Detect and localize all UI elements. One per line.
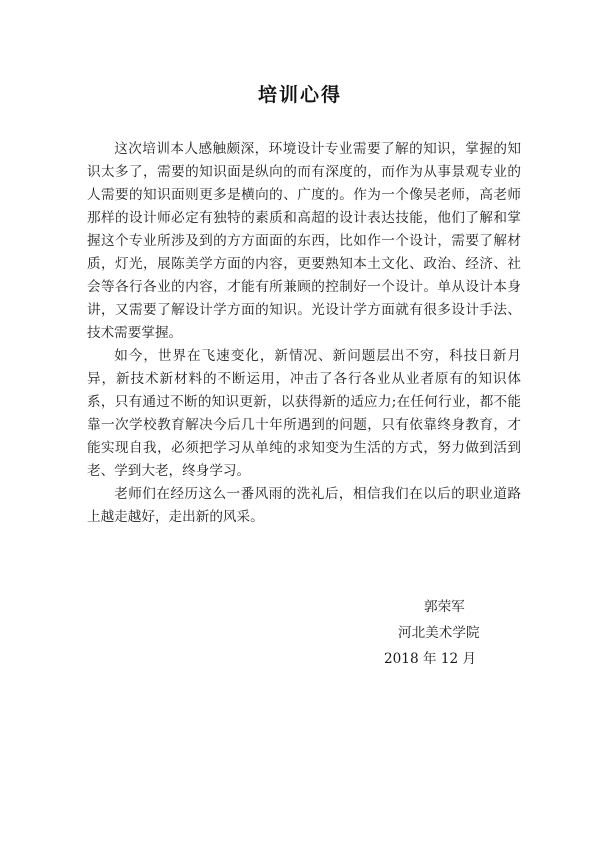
paragraph-2: 如今，世界在飞速变化，新情况、新问题层出不穷，科技日新月异，新技术新材料的不断运用，冲击了各行各业从业者原有的知识体系，只有通过不断的知识更新，以获得新的适应力;在任何行业，都不能靠一次学校教育解决今后几十年所遇到的问题，只有依靠终身教育，才能实现自我，必须把学习从单纯的求知变为生活的方式，努力做到活到老、学到大老，终身学习。 xyxy=(87,348,521,479)
paragraph-1: 这次培训本人感触颇深，环境设计专业需要了解的知识，掌握的知识太多了，需要的知识面是纵向的而有深度的，而作为从事景观专业的人需要的知识面则更多是横向的、广度的。作为一个像吴老师，高老师那样的设计师必定有独特的素质和高超的设计表达技能，他们了解和掌握这个专业所涉及到的方方面面的东西，比如作一个设计，需要了解材质，灯光，展陈美学方面的内容，更要熟知本土文化、政治、经济、社会等各行各业的内容，才能有所兼顾的控制好一个设计。单从设计本身讲，又需要了解设计学方面的知识。光设计学方面就有很多设计手法、技术需要掌握。 xyxy=(87,141,521,341)
paragraph-3: 老师们在经历这么一番风雨的洗礼后，相信我们在以后的职业道路上越走越好，走出新的风采。 xyxy=(87,486,521,525)
document-date: 2018 年 12 月 xyxy=(384,651,477,667)
document-title: 培训心得 xyxy=(257,84,342,106)
author-name: 郭荣军 xyxy=(424,599,465,615)
author-organization: 河北美术学院 xyxy=(398,625,480,641)
signature-block xyxy=(362,594,512,672)
document-body xyxy=(87,138,521,529)
